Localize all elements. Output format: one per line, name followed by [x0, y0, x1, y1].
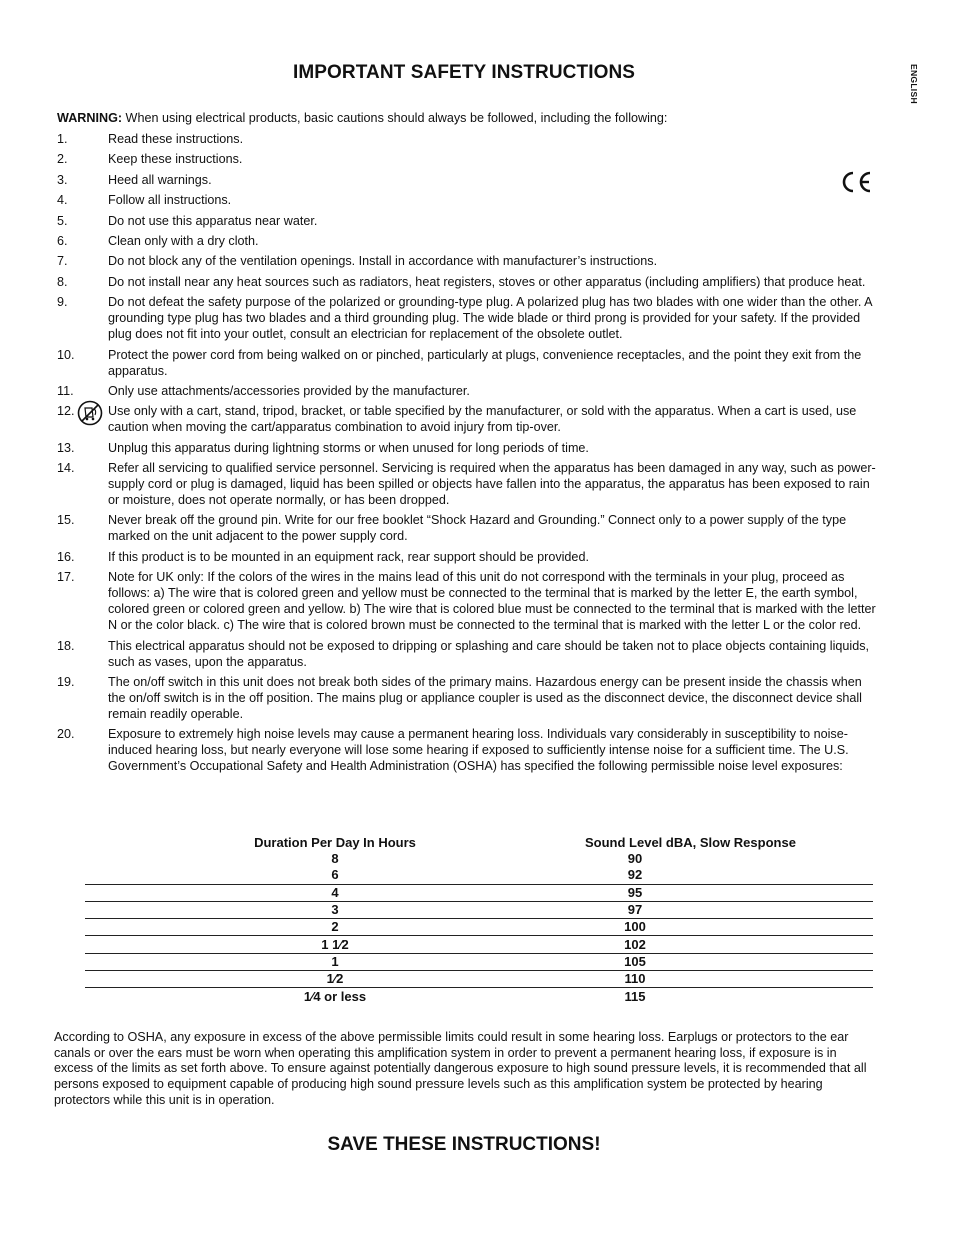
- instruction-item: [57, 172, 877, 188]
- sound-level-value: 97: [627, 902, 643, 918]
- table-row: [85, 988, 873, 1005]
- item-number: 14.: [57, 461, 75, 476]
- footer-title: SAVE THESE INSTRUCTIONS!: [327, 1134, 601, 1155]
- sound-level-cell: [585, 988, 873, 1005]
- item-number: 16.: [57, 549, 75, 564]
- instruction-item: [57, 151, 877, 167]
- instruction-item: [57, 253, 877, 269]
- table-row: [85, 867, 873, 884]
- item-number: 2.: [57, 152, 68, 167]
- sound-level-cell: [585, 919, 873, 936]
- item-number: 15.: [57, 513, 75, 528]
- item-text: Unplug this apparatus during lightning storms or when unused for long periods of time.: [108, 440, 589, 455]
- item-number: 17.: [57, 570, 75, 585]
- instruction-item: [57, 347, 877, 379]
- table-row: [85, 971, 873, 988]
- table-row: [85, 919, 873, 936]
- sound-level-cell: [585, 971, 873, 988]
- language-label: ENGLISH: [909, 64, 919, 104]
- table-row: [85, 936, 873, 953]
- item-text: Do not block any of the ventilation openings. Install in accordance with manufacturer’s instructions.: [108, 254, 658, 269]
- item-number: 1.: [57, 132, 68, 146]
- sound-level-value: 105: [624, 953, 646, 969]
- instruction-item: [57, 233, 877, 249]
- sound-level-cell: [585, 936, 873, 953]
- table-row: [85, 953, 873, 970]
- sound-level-value: 100: [624, 919, 646, 935]
- noise-exposure-table: [85, 834, 873, 1005]
- sound-level-cell: [585, 851, 873, 867]
- item-text: Use only with a cart, stand, tripod, bracket, or table specified by the manufacturer, or sold with the apparatus. When a cart is used, use caution when moving the cart/apparatus combination to avoid injury from tip-over.: [108, 404, 857, 435]
- table-row: [85, 901, 873, 918]
- item-text: Read these instructions.: [108, 132, 244, 146]
- sound-level-cell: [585, 884, 873, 901]
- item-number: 5.: [57, 213, 68, 228]
- item-text: Do not use this apparatus near water.: [108, 213, 318, 228]
- item-text: Heed all warnings.: [108, 172, 212, 187]
- duration-cell: 6: [85, 867, 585, 884]
- duration-cell: 3: [85, 901, 585, 918]
- warning-lead: WARNING:: [57, 111, 123, 125]
- instruction-item: [57, 549, 877, 565]
- sound-level-value: 92: [627, 867, 643, 883]
- item-number: 18.: [57, 638, 75, 653]
- item-text: Do not defeat the safety purpose of the polarized or grounding-type plug. A polarized plug has two blades with one wider than the other. A grounding type plug has two blades and a third grounding plug. The wide blade or third prong is provided for your safety. If the provided plug does not fit into your outlet, consult an electrician for replacement of the obsolete outlet.: [108, 295, 872, 342]
- item-text: This electrical apparatus should not be exposed to dripping or splashing and care should be taken not to place objects containing liquids, such as vases, upon the apparatus.: [108, 638, 870, 669]
- item-number: 7.: [57, 254, 68, 269]
- instruction-item: [57, 383, 877, 399]
- item-text: Only use attachments/accessories provided by the manufacturer.: [108, 383, 470, 398]
- instruction-item: [57, 460, 877, 508]
- item-number: 11.: [57, 383, 74, 398]
- item-text: Never break off the ground pin. Write for our free booklet “Shock Hazard and Grounding.” Connect only to a power supply of the type marked on the unit adjacent to the power supply cord.: [108, 513, 847, 544]
- instruction-item: [57, 294, 877, 342]
- item-text: Keep these instructions.: [108, 152, 243, 167]
- duration-cell: 1⁄4 or less: [303, 988, 367, 1004]
- item-number: 13.: [57, 440, 75, 455]
- sound-level-value: 110: [624, 971, 646, 987]
- duration-cell: 1 1⁄2: [85, 936, 585, 953]
- table-row: [85, 884, 873, 901]
- instruction-item: [57, 403, 877, 435]
- instruction-list: [57, 131, 877, 779]
- item-number: 8.: [57, 274, 68, 289]
- item-text: Protect the power cord from being walked on or pinched, particularly at plugs, convenience receptacles, and the point they exit from the apparatus.: [108, 347, 862, 378]
- instruction-item: [57, 131, 877, 147]
- duration-cell: 4: [85, 884, 585, 901]
- warning-text: When using electrical products, basic cautions should always be followed, including the following:: [122, 111, 668, 125]
- sound-level-value: 115: [624, 988, 646, 1004]
- item-text: Refer all servicing to qualified service personnel. Servicing is required when the apparatus has been damaged in any way, such as power-supply cord or plug is damaged, liquid has been spilled or objects have fallen into the apparatus, the apparatus has been exposed to rain or moisture, does not operate normally, or has been dropped.: [108, 461, 876, 508]
- duration-cell: 1: [85, 953, 585, 970]
- item-number: 6.: [57, 233, 68, 248]
- sound-level-cell: [585, 901, 873, 918]
- warning-paragraph: [57, 110, 877, 126]
- item-number: 10.: [57, 347, 75, 362]
- instruction-item: [57, 674, 877, 722]
- table-header-row: [85, 834, 873, 851]
- item-number: 19.: [57, 675, 75, 690]
- duration-cell: 1⁄2: [85, 971, 585, 988]
- item-number: 20.: [57, 727, 75, 742]
- duration-cell: 8: [331, 851, 339, 867]
- item-number: 3.: [57, 172, 68, 187]
- item-text: Follow all instructions.: [108, 193, 232, 208]
- instruction-item: [57, 274, 877, 290]
- sound-level-value: 95: [627, 884, 643, 900]
- cart-tipover-warning-icon: [77, 400, 103, 426]
- instruction-item: [57, 440, 877, 456]
- instruction-item: [57, 726, 877, 774]
- item-number: 9.: [57, 295, 68, 310]
- item-text: Note for UK only: If the colors of the wires in the mains lead of this unit do not correspond with the terminals in your plug, proceed as follows: a) The wire that is colored green and yellow must be connected to the terminal that is marked by the letter E, the earth symbol, colored green or colored green and yellow. b) The wire that is colored blue must be connected to the terminal that is marked with the letter N or the color black. c) The wire that is colored brown must be connected to the terminal that is marked with the letter L or the color red.: [108, 570, 876, 633]
- sound-level-cell: [585, 867, 873, 884]
- column-header-duration: Duration Per Day In Hours: [254, 835, 416, 850]
- item-number: 4.: [57, 193, 68, 208]
- item-text: Do not install near any heat sources such as radiators, heat registers, stoves or other apparatus (including amplifiers) that produce heat.: [108, 274, 866, 289]
- item-text: If this product is to be mounted in an equipment rack, rear support should be provided.: [108, 549, 589, 564]
- duration-cell: 2: [85, 919, 585, 936]
- column-header-sound-level: Sound Level dBA, Slow Response: [585, 835, 796, 850]
- instruction-item: [57, 512, 877, 544]
- instruction-item: [57, 213, 877, 229]
- sound-level-value: 90: [627, 851, 643, 867]
- osha-paragraph: According to OSHA, any exposure in excess of the above permissible limits could result in some hearing loss. Earplugs or protectors to the ear canals or over the ears must be worn when operating this amplification system in order to prevent a permanent hearing loss, if exposure is in excess of the limits as set forth above. To ensure against potentially dangerous exposure to high sound pressure levels, it is recommended that all persons exposed to equipment capable of producing high sound pressure levels such as this amplification system be protected by hearing protectors while this unit is in operation.: [54, 1030, 867, 1107]
- table-row: [85, 851, 873, 867]
- item-text: Clean only with a dry cloth.: [108, 233, 259, 248]
- instruction-item: [57, 192, 877, 208]
- sound-level-cell: [585, 953, 873, 970]
- page-title: IMPORTANT SAFETY INSTRUCTIONS: [292, 62, 636, 83]
- instruction-item: [57, 569, 877, 633]
- instruction-item: [57, 638, 877, 670]
- item-text: Exposure to extremely high noise levels may cause a permanent hearing loss. Individuals vary considerably in susceptibility to noise-induced hearing loss, but nearly everyone will lose some hearing if exposed to sufficiently intense noise for a sufficient time. The U.S. Government’s Occupational Safety and Health Administration (OSHA) has specified the following permissible noise level exposures:: [108, 727, 849, 774]
- sound-level-value: 102: [624, 936, 646, 952]
- item-number: 12.: [57, 404, 75, 419]
- item-text: The on/off switch in this unit does not break both sides of the primary mains. Hazardous energy can be present inside the chassis when the on/off switch is in the off position. The mains plug or appliance coupler is used as the disconnect device, the disconnect device shall remain readily operable.: [108, 675, 862, 722]
